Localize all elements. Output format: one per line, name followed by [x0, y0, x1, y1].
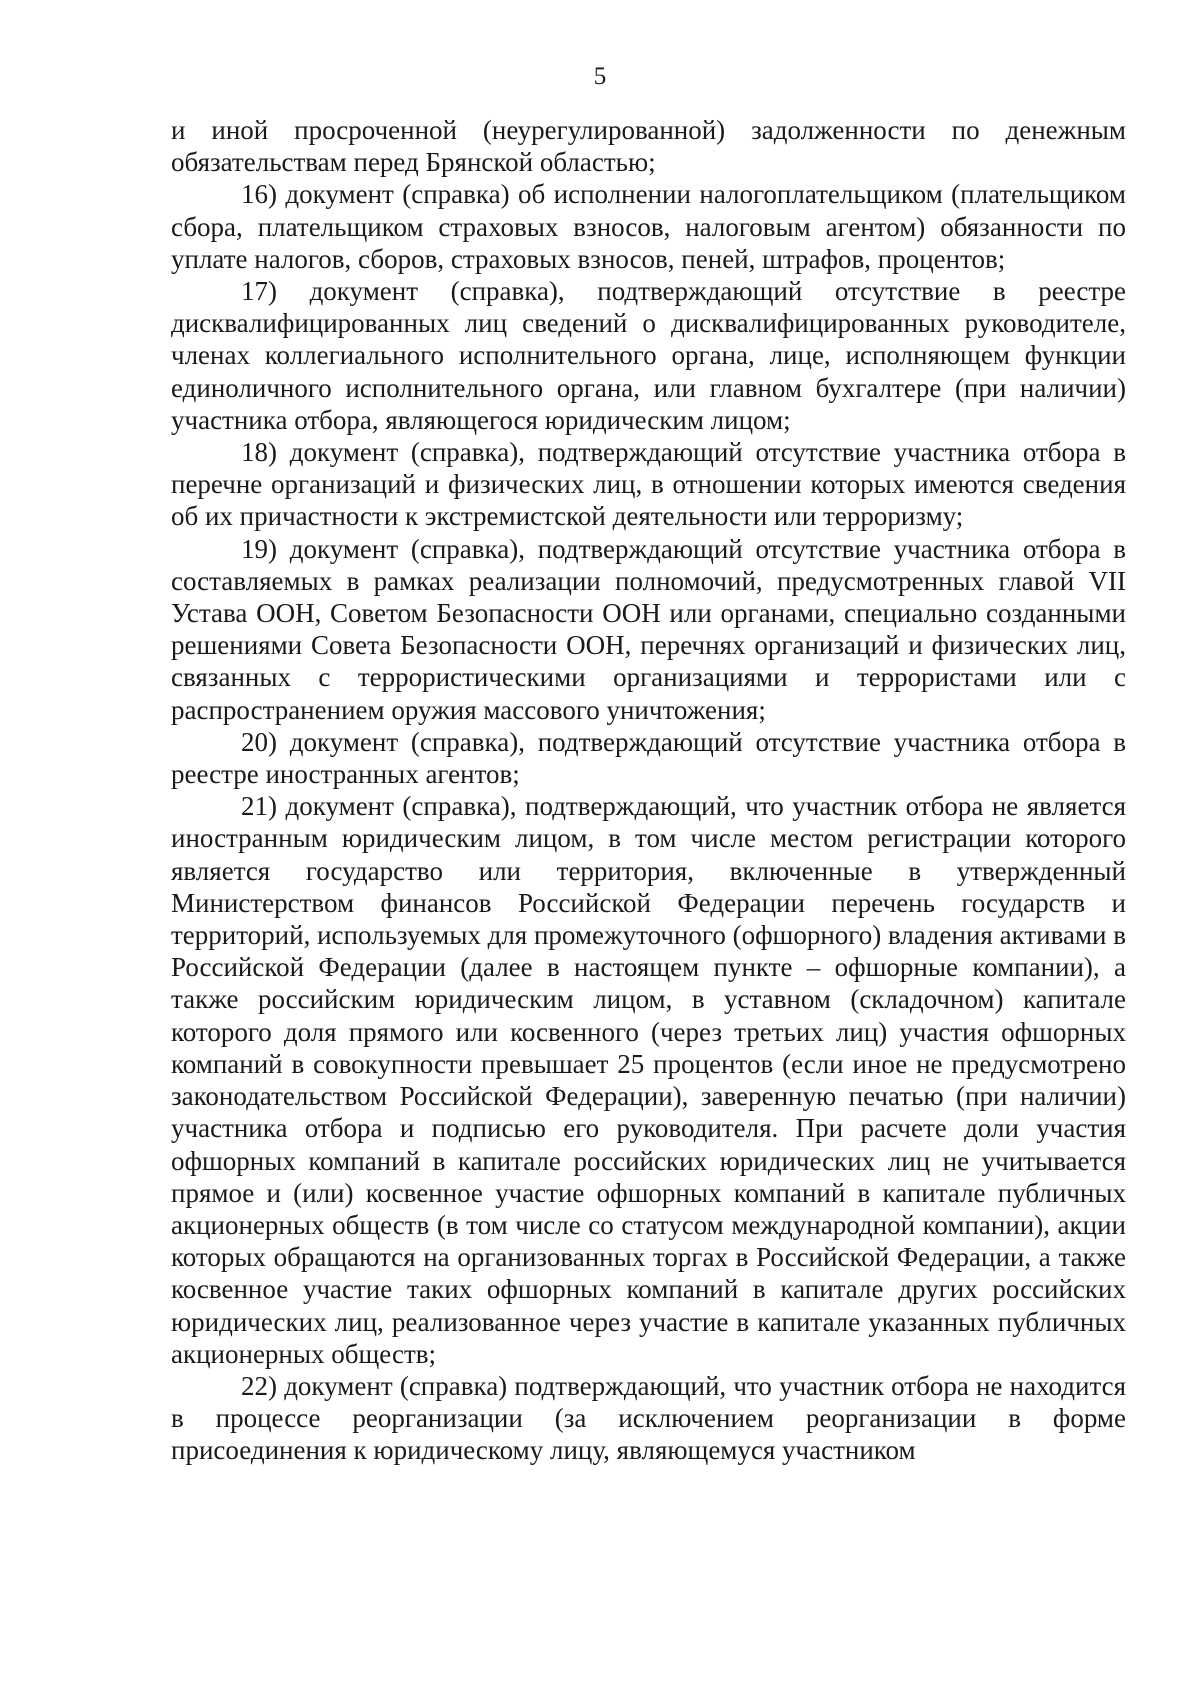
paragraph-item-20: 20) документ (справка), подтверждающий отсутствие участника отбора в реестре иностранных агентов; — [171, 726, 1126, 790]
paragraph-item-16: 16) документ (справка) об исполнении налогоплательщиком (плательщиком сбора, плательщиком страховых взносов, налоговым агентом) обязанности по уплате налогов, сборов, страховых взносов, пеней, штрафов, процентов; — [171, 179, 1126, 274]
paragraph-continuation: и иной просроченной (неурегулированной) задолженности по денежным обязательствам перед Брянской областью; — [171, 115, 1126, 178]
paragraph-item-21: 21) документ (справка), подтверждающий, что участник отбора не является иностранным юридическим лицом, в том числе местом регистрации которого является государство или территория, включенные в утвержденный Министерством финансов Российской Федерации перечень государств и территорий, используемых для промежуточного (офшорного) владения активами в Российской Федерации (далее в настоящем пункте – офшорные компании), а также российским юридическим лицом, в уставном (складочном) капитале которого доля прямого или косвенного (через третьих лиц) участия офшорных компаний в совокупности превышает 25 процентов (если иное не предусмотрено законодательством Российской Федерации), заверенную печатью (при наличии) участника отбора и подписью его руководителя. При расчете доли участия офшорных компаний в капитале российских юридических лиц не учитывается прямое и (или) косвенное участие офшорных компаний в капитале публичных акционерных обществ (в том числе со статусом международной компании), акции которых обращаются на организованных торгах в Российской Федерации, а также косвенное участие таких офшорных компаний в капитале других российских юридических лиц, реализованное через участие в капитале указанных публичных акционерных обществ; — [171, 791, 1126, 1369]
paragraph-item-22: 22) документ (справка) подтверждающий, что участник отбора не находится в процессе реорганизации (за исключением реорганизации в форме присоединения к юридическому лицу, являющемуся участником — [171, 1370, 1126, 1466]
page-number: 5 — [593, 63, 607, 90]
paragraph-item-18: 18) документ (справка), подтверждающий отсутствие участника отбора в перечне организаций и физических лиц, в отношении которых имеются сведения об их причастности к экстремистской деятельности или терроризму; — [171, 437, 1126, 532]
document-body — [171, 114, 1126, 1467]
paragraph-item-19: 19) документ (справка), подтверждающий отсутствие участника отбора в составляемых в рамках реализации полномочий, предусмотренных главой VII Устава ООН, Советом Безопасности ООН или органами, специально созданными решениями Совета Безопасности ООН, перечнях организаций и физических лиц, связанных с террористическими организациями и террористами или с распространением оружия массового уничтожения; — [171, 533, 1126, 725]
paragraph-item-17: 17) документ (справка), подтверждающий отсутствие в реестре дисквалифицированных лиц сведений о дисквалифицированных руководителе, членах коллегиального исполнительного органа, лице, исполняющем функции единоличного исполнительного органа, или главном бухгалтере (при наличии) участника отбора, являющегося юридическим лицом; — [171, 276, 1126, 435]
